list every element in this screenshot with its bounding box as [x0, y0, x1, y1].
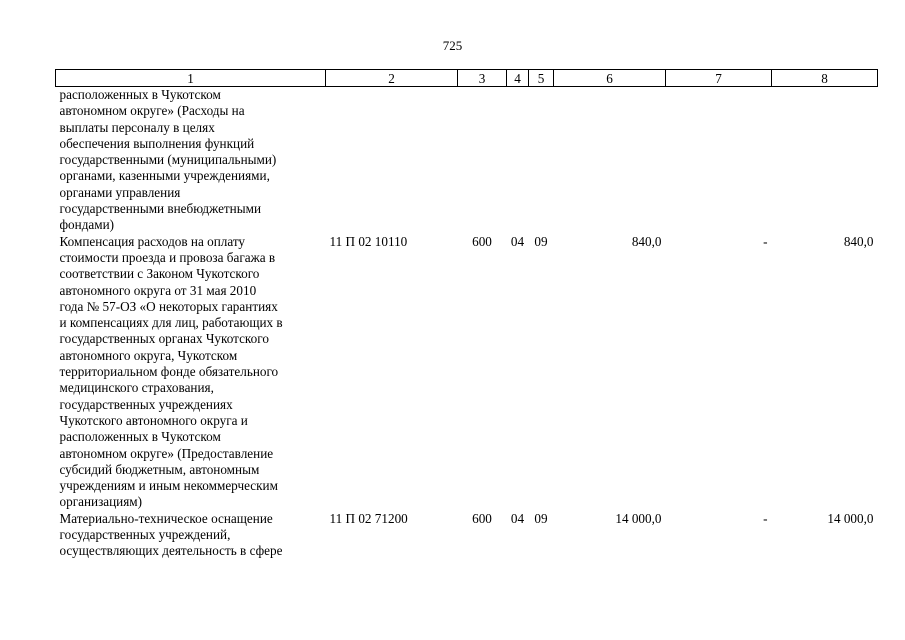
- table-body: [56, 87, 878, 560]
- column-header-6: 6: [554, 70, 666, 87]
- column-header-4: 4: [507, 70, 529, 87]
- description-line: государственными (муниципальными): [59, 152, 277, 168]
- target-article-code: [326, 87, 458, 234]
- expense-type-code: 600: [472, 510, 492, 526]
- section-code: 04: [510, 233, 525, 249]
- column-header-8: 8: [772, 70, 878, 87]
- description-line: автономного округа от 31 мая 2010: [59, 282, 257, 298]
- description-line: учреждениям и иным некоммерческим: [59, 478, 278, 494]
- section-code: [507, 87, 529, 234]
- amount-regional: [772, 87, 878, 234]
- amount-federal: -: [763, 510, 768, 526]
- description-line: Чукотского автономного округа и: [59, 412, 248, 428]
- subsection-code: [529, 87, 554, 234]
- description-line: Компенсация расходов на оплату: [59, 233, 246, 249]
- amount-federal: -: [763, 233, 768, 249]
- description-line: автономном округе» (Предоставление: [59, 445, 274, 461]
- description-line: обеспечения выполнения функций: [59, 135, 255, 151]
- description-line: стоимости проезда и провоза багажа в: [59, 249, 276, 265]
- column-header-5: 5: [529, 70, 554, 87]
- table-header: [56, 70, 878, 87]
- row-description: [56, 87, 326, 234]
- description-line: государственными внебюджетными: [59, 201, 262, 217]
- description-line: органами, казенными учреждениями,: [59, 168, 270, 184]
- table-row: [56, 87, 878, 234]
- subsection-code: 09: [534, 510, 548, 526]
- row-description: [56, 234, 326, 511]
- description-line: государственных учреждениях: [59, 396, 233, 412]
- column-header-2: 2: [326, 70, 458, 87]
- description-line: автономного округа, Чукотском: [59, 347, 238, 363]
- amount-regional: 14 000,0: [827, 510, 874, 526]
- column-header-3: 3: [458, 70, 507, 87]
- table-row: [56, 511, 878, 560]
- header-row: [56, 70, 878, 87]
- table-row: [56, 234, 878, 511]
- description-line: медицинского страхования,: [59, 380, 214, 396]
- page-number: 725: [442, 38, 463, 53]
- description-line: организациям): [59, 494, 143, 510]
- target-article-code: 11 П 02 10110: [329, 233, 408, 249]
- description-line: субсидий бюджетным, автономным: [59, 461, 260, 477]
- amount-total: 840,0: [631, 233, 662, 249]
- description-line: расположенных в Чукотском: [59, 429, 221, 445]
- description-line: территориальном фонде обязательного: [59, 364, 279, 380]
- row-description: [56, 511, 326, 560]
- expense-type-code: [458, 87, 507, 234]
- description-line: фондами): [59, 217, 115, 233]
- amount-federal: [666, 87, 772, 234]
- amount-total: 14 000,0: [615, 510, 662, 526]
- description-line: государственных органах Чукотского: [59, 331, 269, 347]
- description-line: органами управления: [59, 184, 181, 200]
- target-article-code: 11 П 02 71200: [329, 510, 408, 526]
- column-header-1: 1: [56, 70, 326, 87]
- description-line: соответствии с Законом Чукотского: [59, 266, 260, 282]
- section-code: 04: [510, 510, 525, 526]
- budget-table: [55, 69, 878, 560]
- subsection-code: 09: [534, 233, 548, 249]
- description-line: выплаты персоналу в целях: [59, 119, 215, 135]
- description-line: осуществляющих деятельность в сфере: [59, 543, 283, 559]
- description-line: Материально-техническое оснащение: [59, 510, 273, 526]
- description-line: и компенсациях для лиц, работающих в: [59, 315, 283, 331]
- description-line: года № 57-ОЗ «О некоторых гарантиях: [59, 298, 278, 314]
- amount-regional: 840,0: [843, 233, 874, 249]
- description-line: автономном округе» (Расходы на: [59, 103, 245, 119]
- amount-total: [554, 87, 666, 234]
- description-line: расположенных в Чукотском: [59, 87, 221, 102]
- description-line: государственных учреждений,: [59, 527, 231, 543]
- expense-type-code: 600: [472, 233, 492, 249]
- column-header-7: 7: [666, 70, 772, 87]
